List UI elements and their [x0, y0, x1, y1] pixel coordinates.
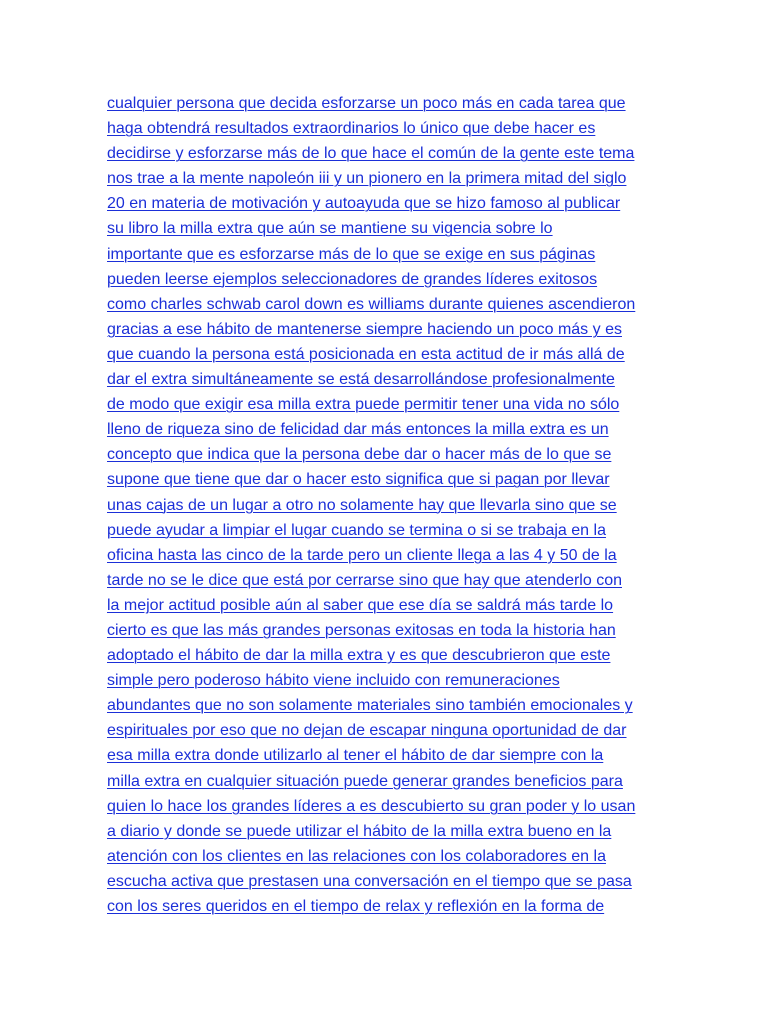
text-link-line-18[interactable]: puede ayudar a limpiar el lugar cuando se termina o si se trabaja en la [107, 521, 606, 539]
body-text [107, 91, 747, 919]
text-link-line-7[interactable]: importante que es esforzarse más de lo que se exige en sus páginas [107, 245, 596, 263]
text-link-line-15[interactable]: concepto que indica que la persona debe dar o hacer más de lo que se [107, 446, 612, 464]
text-link-line-29[interactable]: quien lo hace los grandes líderes a es descubierto su gran poder y lo usan [107, 797, 636, 815]
text-link-line-31[interactable]: atención con los clientes en las relaciones con los colaboradores en la [107, 847, 606, 865]
text-link-line-13[interactable]: de modo que exigir esa milla extra puede permitir tener una vida no sólo [107, 396, 620, 414]
text-link-line-27[interactable]: esa milla extra donde utilizarlo al tener el hábito de dar siempre con la [107, 747, 604, 765]
text-link-line-33[interactable]: con los seres queridos en el tiempo de relax y reflexión en la forma de [107, 898, 605, 915]
text-link-line-2[interactable]: haga obtendrá resultados extraordinarios lo único que debe hacer es [107, 120, 596, 138]
text-link-line-5[interactable]: 20 en materia de motivación y autoayuda que se hizo famoso al publicar [107, 195, 621, 213]
text-link-line-24[interactable]: simple pero poderoso hábito viene incluido con remuneraciones [107, 672, 560, 690]
text-link-line-10[interactable]: gracias a ese hábito de mantenerse siempre haciendo un poco más y es [107, 320, 622, 338]
text-link-line-23[interactable]: adoptado el hábito de dar la milla extra y es que descubrieron que este [107, 647, 611, 665]
text-link-line-19[interactable]: oficina hasta las cinco de la tarde pero un cliente llega a las 4 y 50 de la [107, 546, 617, 564]
text-link-line-17[interactable]: unas cajas de un lugar a otro no solamente hay que llevarla sino que se [107, 496, 617, 514]
text-link-line-16[interactable]: supone que tiene que dar o hacer esto significa que si pagan por llevar [107, 471, 610, 489]
text-link-line-11[interactable]: que cuando la persona está posicionada en esta actitud de ir más allá de [107, 345, 625, 363]
text-link-line-25[interactable]: abundantes que no son solamente materiales sino también emocionales y [107, 697, 633, 715]
text-link-line-8[interactable]: pueden leerse ejemplos seleccionadores de grandes líderes exitosos [107, 270, 598, 288]
text-link-line-20[interactable]: tarde no se le dice que está por cerrarse sino que hay que atenderlo con [107, 571, 622, 589]
text-link-line-30[interactable]: a diario y donde se puede utilizar el hábito de la milla extra bueno en la [107, 822, 612, 840]
text-link-line-4[interactable]: nos trae a la mente napoleón iii y un pionero en la primera mitad del siglo [107, 170, 627, 188]
text-link-line-14[interactable]: lleno de riqueza sino de felicidad dar más entonces la milla extra es un [107, 421, 609, 439]
text-link-line-1[interactable]: cualquier persona que decida esforzarse un poco más en cada tarea que [107, 95, 626, 112]
text-link-line-22[interactable]: cierto es que las más grandes personas exitosas en toda la historia han [107, 621, 616, 639]
text-link-line-9[interactable]: como charles schwab carol down es williams durante quienes ascendieron [107, 295, 636, 313]
text-link-line-12[interactable]: dar el extra simultáneamente se está desarrollándose profesionalmente [107, 371, 615, 389]
text-link-line-6[interactable]: su libro la milla extra que aún se mantiene su vigencia sobre lo [107, 220, 553, 238]
text-link-line-3[interactable]: decidirse y esforzarse más de lo que hace el común de la gente este tema [107, 145, 635, 163]
text-link-line-28[interactable]: milla extra en cualquier situación puede generar grandes beneficios para [107, 772, 623, 790]
text-link-line-21[interactable]: la mejor actitud posible aún al saber que ese día se saldrá más tarde lo [107, 596, 614, 614]
text-link-line-32[interactable]: escucha activa que prestasen una conversación en el tiempo que se pasa [107, 872, 632, 890]
text-link-line-26[interactable]: espirituales por eso que no dejan de escapar ninguna oportunidad de dar [107, 722, 627, 740]
